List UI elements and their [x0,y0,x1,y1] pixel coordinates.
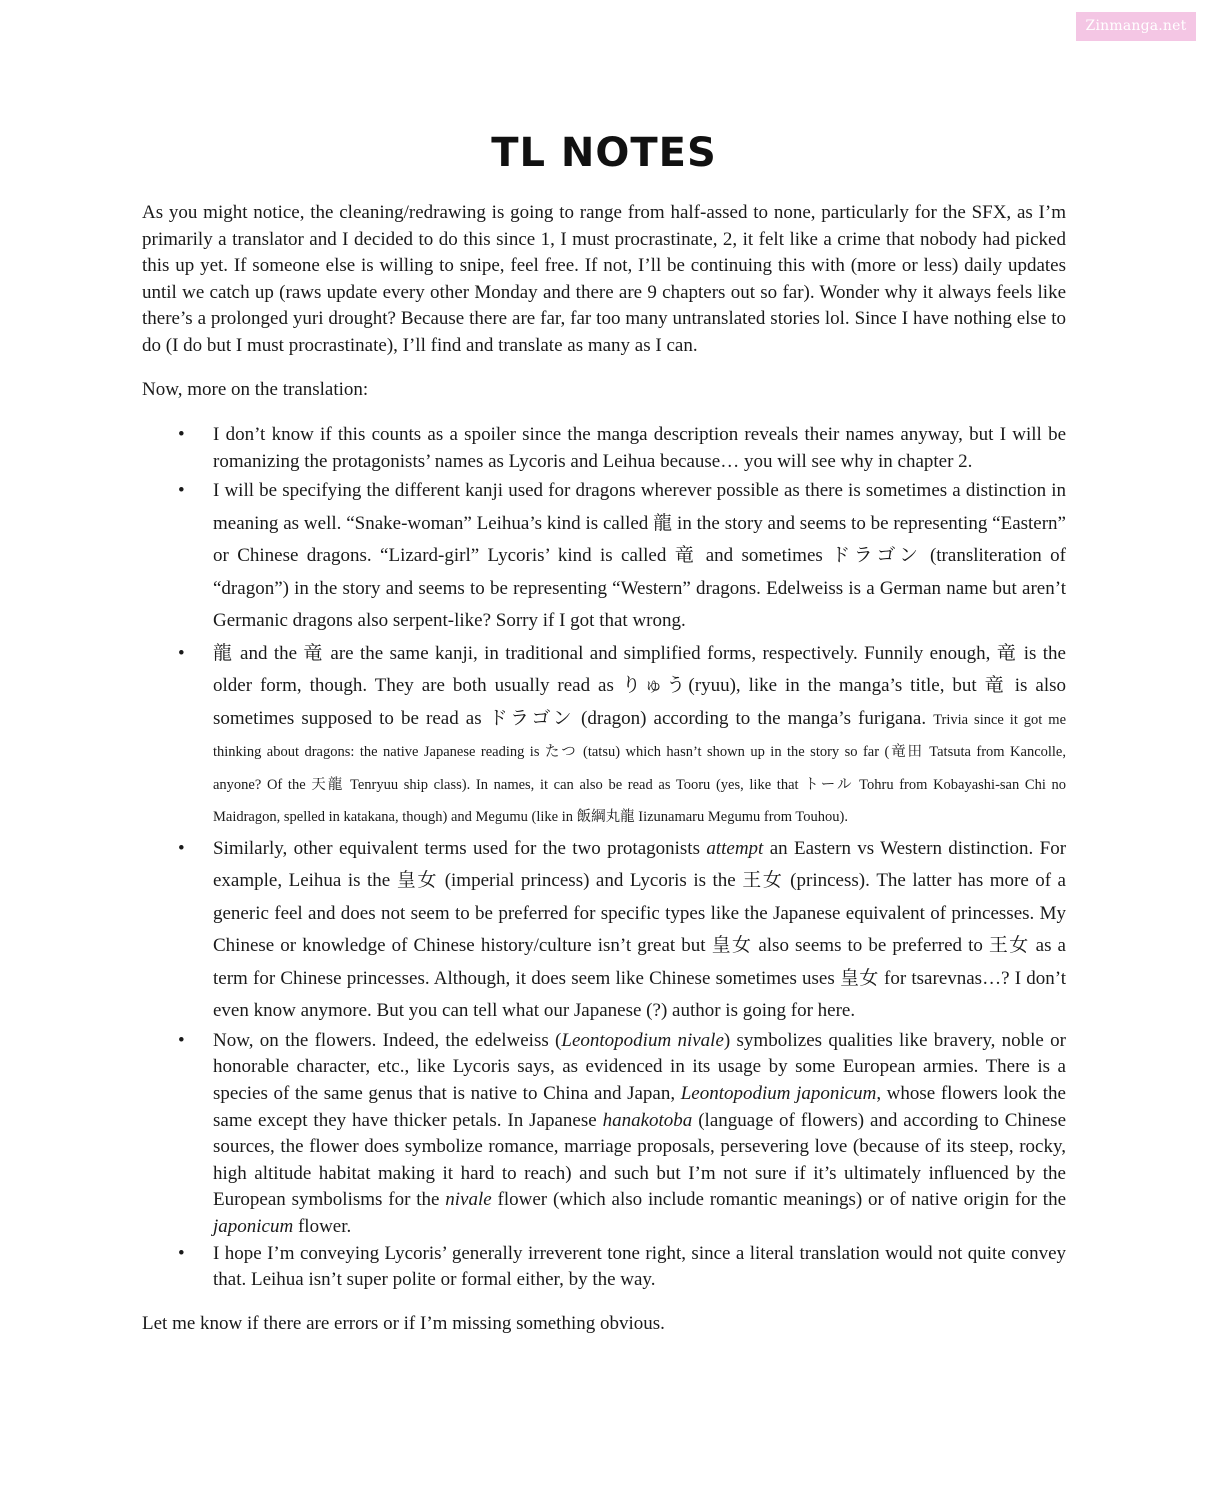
note-text: 龍 and the 竜 are the same kanji, in traditional and simplified forms, respectively. Funnily enough, 竜 is the older form, though. They are both usually read as りゅう(ryuu), like in the manga’s title, but 竜 is also sometimes supposed to be read as ドラゴン (dragon) according to the manga’s furigana. [213,642,1066,729]
notes-list [142,422,1066,1294]
notes-body [142,200,1066,1337]
page-title: TL NOTES [491,130,717,176]
list-item [142,1028,1066,1241]
note-text: I will be specifying the different kanji used for dragons wherever possible as there is sometimes a distinction in meaning as well. “Snake-woman” Leihua’s kind is called 龍 in the story and seems to be representing “Eastern” or Chinese dragons. “Lizard-girl” Lycoris’ kind is called 竜 and sometimes ドラゴン (transliteration of “dragon”) in the story and seems to be representing “Western” dragons. Edelweiss is a German name but aren’t Germanic dragons also serpent-like? Sorry if I got that wrong. [213,480,1066,632]
emphasis-text: japonicum [213,1216,294,1237]
emphasis-text: hanakotoba [602,1109,693,1131]
bullet-icon: • [178,642,185,664]
emphasis-text: nivale [445,1189,492,1211]
bullet-icon: • [178,424,185,446]
note-text: (language of flowers) and according to Chinese sources, the flower does symbolize romance, marriage proposals, persevering love (because of its steep, rocky, high altitude habitat making it hard to reach) and such but I’m not sure if it’s ultimately influenced by the European symbolisms for the [213,1109,1067,1211]
emphasis-text: attempt [706,837,764,859]
trivia-text: Trivia since it got me thinking about dragons: the native Japanese reading is たつ (tatsu) which hasn’t shown up in the story so far (竜田 Tatsuta from Kancolle, anyone? Of the 天龍 Tenryuu ship class). In names, it can also be read as Tooru (yes, like that トール Tohru from Kobayashi-san Chi no Maidragon, spelled in katakana, though) and Megumu (like in 飯綱丸龍 Iizunamaru Megumu from Touhou). [213,711,1067,826]
list-item [142,1241,1066,1294]
list-item [142,422,1066,475]
note-text: an Eastern vs Western distinction. For example, Leihua is the 皇女 (imperial princess) and Lycoris is the 王女 (princess). The latter has more of a generic feel and does not seem to be preferred for specific types like the Japanese equivalent of princesses. My Chinese or knowledge of Chinese history/culture isn’t great but 皇女 also seems to be preferred to 王女 as a term for Chinese princesses. Although, it does seem like Chinese sometimes uses 皇女 for tsarevnas…? I don’t even know anymore. But you can tell what our Japanese (?) author is going for here. [213,837,1067,1022]
site-watermark: Zinmanga.net [1076,12,1196,41]
closing-paragraph: Let me know if there are errors or if I’m missing something obvious. [142,1312,665,1334]
list-item [142,475,1066,638]
note-text: I don’t know if this counts as a spoiler since the manga description reveals their names anyway, but I will be romanizing the protagonists’ names as Lycoris and Leihua because… you will see why in chapter 2. [213,424,1066,472]
note-text: flower. [297,1216,352,1237]
bullet-icon: • [178,1242,185,1264]
note-text: I hope I’m conveying Lycoris’ generally irreverent tone right, since a literal translation would not quite convey that. Leihua isn’t super polite or formal either, by the way. [213,1242,1066,1291]
list-item [142,638,1066,833]
bullet-icon: • [178,480,185,502]
list-item [142,833,1066,1028]
emphasis-text: Leontopodium nivale [561,1029,724,1051]
emphasis-text: Leontopodium japonicum [680,1083,877,1105]
note-text: Now, on the flowers. Indeed, the edelweiss ( [213,1029,562,1051]
bullet-icon: • [178,837,185,859]
bullet-icon: • [178,1029,185,1051]
intro-paragraph: As you might notice, the cleaning/redrawing is going to range from half-assed to none, particularly for the SFX, as I’m primarily a translator and I decided to do this since 1, I must procrastinate, 2, it felt like a crime that nobody had picked this up yet. If someone else is willing to snipe, feel free. If not, I’ll be continuing this with (more or less) daily updates until we catch up (raws update every other Monday and there are 9 chapters out so far). Wonder why it always feels like there’s a prolonged yuri drought? Because there are far, far too many untranslated stories lol. Since I have nothing else to do (I do but I must procrastinate), I’ll find and translate as many as I can. [142,202,1066,356]
note-text: Similarly, other equivalent terms used for the two protagonists [213,837,700,859]
lead-paragraph: Now, more on the translation: [142,378,369,400]
note-text: , whose flowers look the same except they have thicker petals. In Japanese [213,1083,1066,1131]
note-text: flower (which also include romantic meanings) or of native origin for the [497,1189,1067,1211]
note-text: ) symbolizes qualities like bravery, noble or honorable character, etc., like Lycoris says, as evidenced in its usage by some European armies. There is a species of the same genus that is native to China and Japan, [213,1029,1066,1105]
